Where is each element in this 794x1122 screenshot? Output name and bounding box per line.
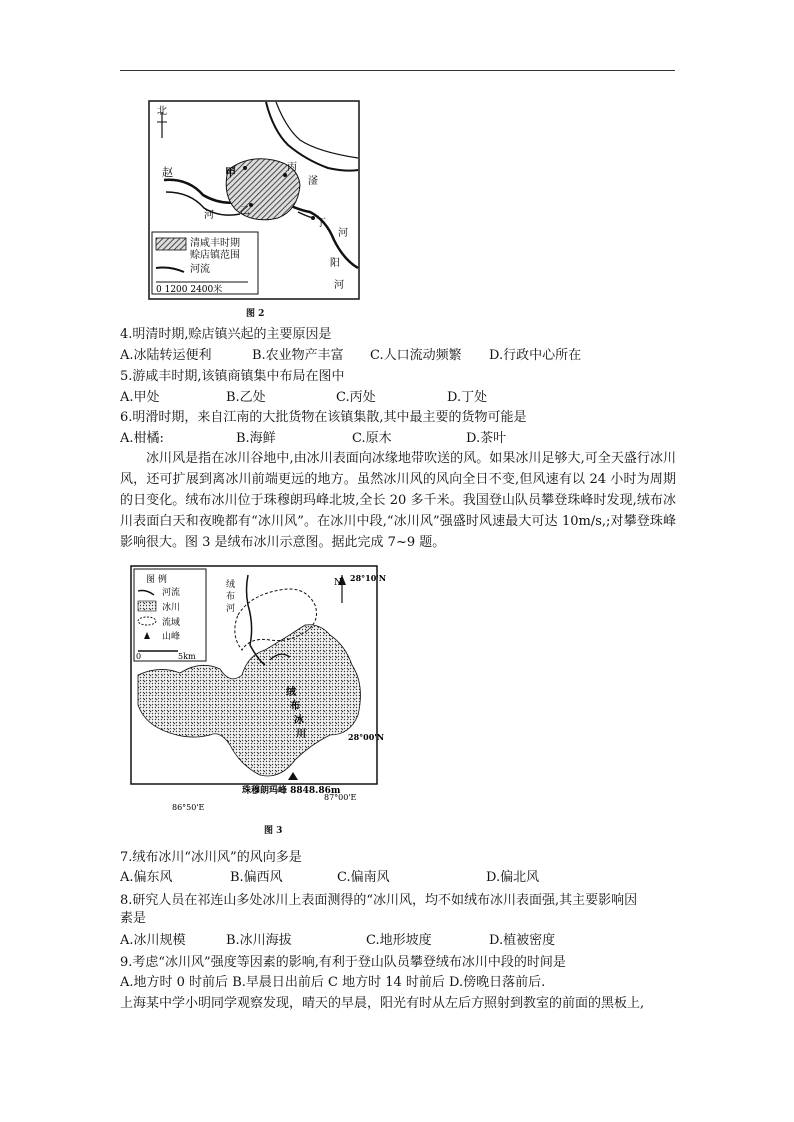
glacier-wind-paragraph: 冰川风是指在冰川谷地中,由冰川表面向冰缘地带吹送的风。如果冰川足够大,可全天盛行冰川风，还可扩展到离冰川前端更远的地方。虽然冰川风的风向全日不变,但风速有以 24 小时为周期的日变化。绒布冰川位于珠穆朗玛峰北坡,全长 20 多千米。我国登山队员攀登珠峰时发现,绒布冰川表面白天和夜晚都有“冰川风”。在冰川中段,“冰川风”强盛时风速最大可达 10m/s,;对攀登珠峰影响很大。图 3 是绒布冰川示意图。据此完成 7~9 题。 [120,451,676,550]
fig3-scale-zero: 0 [136,652,142,661]
question-5-option-b: B.乙处 [226,390,266,405]
river-label-he-1: 河 [204,210,214,221]
legend-river-label: 河流 [190,264,210,275]
point-jia [243,166,247,170]
fig3-legend-title: 图 例 [146,575,167,585]
place-bing: 丙 [287,162,297,173]
figure-2-map [148,100,360,300]
figure-3-map [130,565,387,815]
question-7-option-d: D.偏北风 [486,870,540,885]
question-8-option-d: D.植被密度 [489,933,556,948]
question-8-option-a: A.冰川规模 [120,933,186,948]
peak-label: 珠穆朗玛峰 8848.86m [242,786,341,796]
point-bing [283,173,287,177]
question-6-option-b: B.海鲜 [236,431,276,446]
fig3-legend-box [134,569,206,661]
point-ding [311,216,315,220]
fig3-scale-label: 5km [178,652,196,661]
lat-bottom-label: 28°00'N [348,732,385,742]
lat-top-label: 28°10'N [350,573,387,583]
legend-shade-icon [156,238,186,250]
place-ding: 丁 [316,218,326,229]
question-7-option-b: B.偏西风 [230,870,283,885]
legend-shade-label-2: 赊店镇范围 [190,250,240,261]
glacier-name-4: 川 [296,729,306,740]
place-jia: 甲 [225,166,236,179]
glacier-name-3: 冰 [294,715,304,726]
scale-label: 0 1200 2400米 [156,285,223,295]
question-7-option-c: C.偏南风 [337,870,390,885]
question-6-stem: 6.明滑时期，来自江南的大批货物在该镇集散,其中最主要的货物可能是 [120,410,527,425]
next-passage-line: 上海某中学小明同学观察发现，晴天的早晨，阳光有时从左后方照射到教室的前面的黑板上, [120,996,645,1011]
question-8-stem-line-1: 8.研究人员在祁连山多处冰川上表面测得的“冰川风，均不如绒布冰川表面强,其主要影响因 [120,893,638,908]
fig3-legend-peak: 山峰 [162,632,181,642]
river-label-yang: 阳 [330,258,340,269]
question-4-option-b: B.农业物产丰富 [252,348,344,363]
question-5-option-a: A.甲处 [120,390,160,405]
glacier-name-1: 绒 [286,687,296,698]
question-4-option-a: A.冰陆转运便利 [120,348,212,363]
question-5-option-c: C.丙处 [336,390,376,405]
river-name-3: 河 [226,604,236,614]
figure-3-svg [130,565,387,815]
river-label-he-3: 河 [334,280,344,291]
fig3-legend-river: 河流 [162,588,181,598]
figure-2-svg [148,100,360,300]
question-4-option-d: D.行政中心所在 [489,348,582,363]
river-name-1: 绒 [226,580,236,590]
fig3-legend-glacier: 冰川 [162,603,181,613]
question-4-option-c: C.人口流动频繁 [370,348,462,363]
legend-shade-label-1: 清咸丰时期 [190,238,240,249]
question-8-stem-line-2: 素是 [120,911,147,926]
glacier-name-2: 布 [290,701,300,712]
header-rule [120,70,675,71]
fig3-north-label: N [334,578,342,588]
question-8-option-b: B.冰川海拔 [226,933,292,948]
question-9-stem: 9.考虑“冰川风”强度等因素的影响,有利于登山队员攀登绒布冰川中段的时间是 [120,955,566,970]
question-4-stem: 4.明清时期,赊店镇兴起的主要原因是 [120,327,332,342]
north-label: 北 [157,106,167,117]
question-7-option-a: A.偏东风 [120,870,173,885]
place-yi: 乙 [240,206,250,217]
figure-3-caption: 图 3 [264,826,283,836]
river-label-he-2: 河 [338,228,348,239]
question-8-option-c: C.地形坡度 [366,933,432,948]
question-7-stem: 7.绒布冰川“冰川风”的风向多是 [120,850,302,865]
question-5-option-d: D.丁处 [447,390,488,405]
question-6-option-d: D.茶叶 [466,431,507,446]
question-6-option-a: A.柑橘: [120,431,164,446]
question-5-stem: 5.游咸丰时期,该镇商镇集中布局在图中 [120,369,345,384]
river-label-fu: 滏 [308,176,318,187]
figure-2-caption: 图 2 [246,309,265,319]
lon-right-label: 87°00'E [324,793,357,802]
fig3-legend-glacier-icon [138,601,156,611]
fig3-legend-basin: 流域 [162,618,181,628]
place-zhao: 赵 [162,166,173,179]
question-9-options: A.地方时 0 时前后 B.早晨日出前后 C 地方时 14 时前后 D.傍晚日落前后. [120,975,546,990]
lon-left-label: 86°50'E [172,803,205,812]
river-name-2: 布 [226,592,236,602]
question-6-option-c: C.原木 [352,431,392,446]
